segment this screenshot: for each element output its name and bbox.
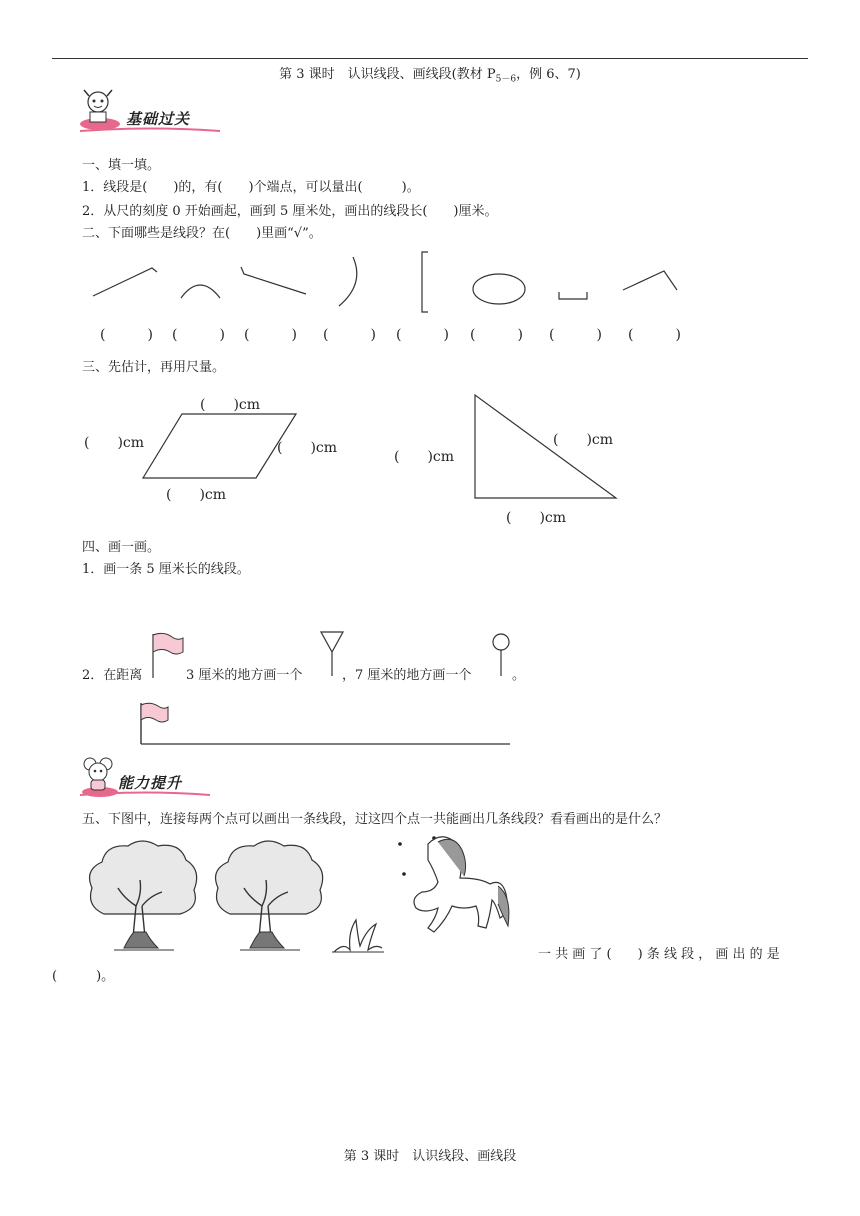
flag-icon <box>150 632 186 680</box>
horse-illustration <box>394 830 514 950</box>
draw-2-part-d: 。 <box>512 668 526 683</box>
page-header: 第 3 课时 认识线段、画线段(教材 $P_{5-6}$，例 6、7) <box>279 67 581 85</box>
section-4-title: 四、画一画。 <box>82 540 161 555</box>
draw-1: 1．画一条 5 厘米长的线段。 <box>82 562 250 577</box>
draw-2-part-b: 3 厘米的地方画一个 <box>186 668 303 683</box>
tree-illustration-left <box>84 836 202 954</box>
measure-para-left[interactable]: ( )cm <box>84 435 145 451</box>
answer-paren[interactable]: ( ) <box>549 327 602 343</box>
shape-arc <box>178 278 224 300</box>
draw-2-part-c: ，7 厘米的地方画一个 <box>342 668 472 683</box>
answer-paren[interactable]: ( ) <box>100 327 153 343</box>
answer-paren[interactable]: ( ) <box>244 327 297 343</box>
answer-line-2: ( )。 <box>52 969 115 984</box>
section-3-title: 三、先估计，再用尺量。 <box>82 360 226 375</box>
shape-polyline-3 <box>620 268 680 294</box>
section-2-title: 二、下面哪些是线段？在( )里画“√”。 <box>82 226 322 241</box>
circle-flag-icon <box>490 632 512 680</box>
header-rule <box>52 58 808 59</box>
shape-ellipse <box>470 272 530 308</box>
answer-paren[interactable]: ( ) <box>396 327 449 343</box>
measure-tri-hyp[interactable]: ( )cm <box>553 432 614 448</box>
shape-bracket-bottom <box>556 290 592 302</box>
answer-line-1: 一 共 画 了 ( ) 条 线 段 ， 画 出 的 是 <box>538 947 780 962</box>
answer-paren[interactable]: ( ) <box>172 327 225 343</box>
answer-paren[interactable]: ( ) <box>470 327 523 343</box>
parallelogram-shape <box>140 410 300 482</box>
baseline-with-flag <box>138 700 514 748</box>
answer-paren[interactable]: ( ) <box>628 327 681 343</box>
grass-illustration <box>330 912 386 954</box>
shape-polyline-1 <box>90 260 160 300</box>
tree-illustration-right <box>210 836 328 954</box>
draw-2-part-a: 2．在距离 <box>82 668 143 683</box>
advanced-badge-label: 能力提升 <box>118 774 183 792</box>
badge-underline <box>80 792 210 798</box>
section-1-title: 一、填一填。 <box>82 158 161 173</box>
measure-para-right[interactable]: ( )cm <box>277 440 338 456</box>
badge-underline <box>80 128 220 134</box>
measure-para-bottom[interactable]: ( )cm <box>166 487 227 503</box>
shape-curve <box>335 254 365 308</box>
measure-tri-bottom[interactable]: ( )cm <box>506 510 567 526</box>
answer-paren[interactable]: ( ) <box>323 327 376 343</box>
page-footer: 第 3 课时 认识线段、画线段 <box>343 1149 517 1164</box>
question-2: 2．从尺的刻度 0 开始画起，画到 5 厘米处，画出的线段长( )厘米。 <box>82 204 498 219</box>
basic-badge-label: 基础过关 <box>126 110 191 128</box>
section-5-title: 五、下图中，连接每两个点可以画出一条线段，过这四个点一共能画出几条线段？看看画出的是什么？ <box>82 812 668 827</box>
measure-tri-left[interactable]: ( )cm <box>394 449 455 465</box>
shape-bracket <box>418 250 432 314</box>
measure-para-top[interactable]: ( )cm <box>200 397 261 413</box>
shape-polyline-2 <box>238 264 310 298</box>
question-1: 1．线段是( )的，有( )个端点，可以量出( )。 <box>82 180 420 195</box>
